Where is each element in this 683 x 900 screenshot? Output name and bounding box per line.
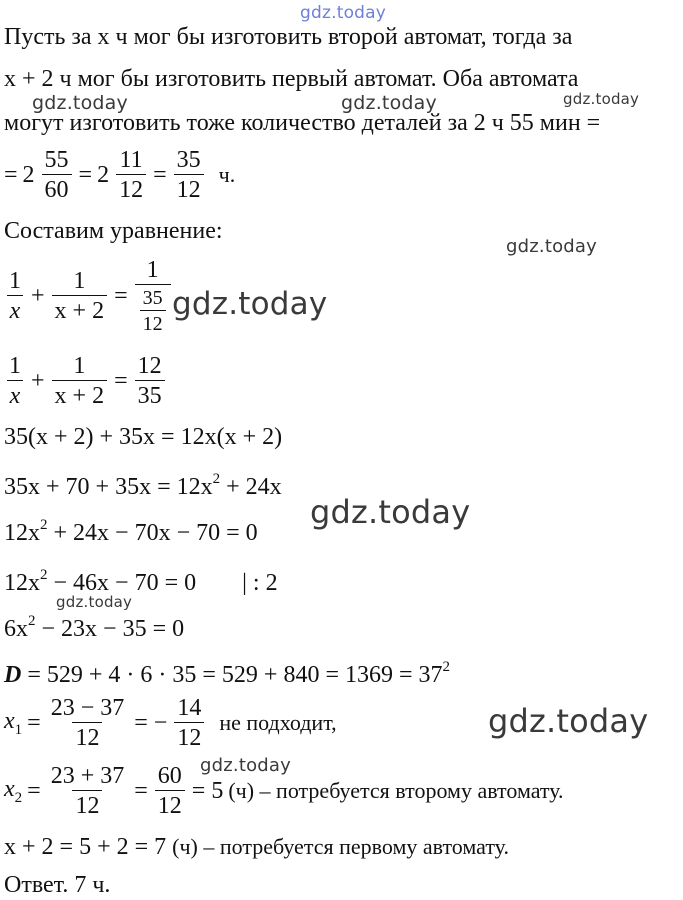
- watermark: gdz.today: [56, 593, 133, 611]
- fraction: $\frac{11}{12}$: [116, 148, 146, 202]
- watermark: gdz.today: [488, 702, 649, 740]
- watermark: gdz.today: [563, 90, 640, 108]
- root-x2: $x_2$ = $\frac{23 + 37}{12}$ = $\frac{60}{12}$ = 5 (ч) – потребуется второму автомату.: [4, 763, 564, 819]
- equation-3: 35(x + 2) + 35x = 12x(x + 2): [4, 424, 283, 450]
- fraction: $\frac{35}{12}$: [174, 148, 204, 202]
- fraction: $\frac{23 + 37}{12}$: [50, 763, 125, 819]
- fraction: $\frac{1}{x}$: [6, 354, 24, 408]
- equation-7: $6x^2 - 23x - 35 = 0$: [4, 613, 185, 642]
- watermark: gdz.today: [32, 92, 128, 114]
- watermark-top: gdz.today: [300, 3, 387, 23]
- fraction: $\frac{55}{60}$: [42, 148, 72, 202]
- fraction: $\frac{1}{x + 2}$: [52, 354, 108, 408]
- fraction: $\frac{1}{x}$: [6, 269, 24, 323]
- equation-4: $35x + 70 + 35x = 12x^2 + 24x$: [4, 471, 282, 500]
- text-line-2: x + 2 ч мог бы изготовить первый автомат. Оба автомата: [4, 66, 579, 92]
- fraction: $\frac{14}{12}$: [174, 696, 204, 750]
- discriminant: $D = 529 + 4 \cdot 6 \cdot 35 = 529 + 840 = 1369 = 37^2$: [4, 659, 451, 688]
- time-equation: = 2 $\frac{55}{60}$ = 2 $\frac{11}{12}$ = $\frac{35}{12}$ ч.: [4, 147, 236, 203]
- answer: Ответ. 7 ч.: [4, 872, 111, 898]
- compose-heading: Составим уравнение:: [4, 218, 223, 244]
- fraction: $\frac{60}{12}$: [155, 764, 185, 818]
- fraction: $\frac{23 - 37}{12}$: [50, 695, 125, 751]
- watermark: gdz.today: [200, 755, 292, 776]
- equation-6: $12x^2 - 46x - 70 = 0$ | : 2: [4, 567, 278, 596]
- equation-5: $12x^2 + 24x - 70x - 70 = 0$: [4, 517, 258, 546]
- watermark: gdz.today: [310, 493, 471, 531]
- fraction: $\frac{1}{x + 2}$: [52, 269, 108, 323]
- complex-fraction: $\frac{1}{\frac{35}{12}}$: [135, 258, 171, 334]
- fraction: $\frac{35}{12}$: [140, 288, 166, 334]
- equation-1: $\frac{1}{x}$ + $\frac{1}{x + 2}$ = $\frac{1}{\frac{35}{12}}$: [4, 258, 173, 334]
- watermark: gdz.today: [341, 92, 437, 114]
- watermark: gdz.today: [506, 236, 598, 257]
- watermark: gdz.today: [172, 286, 328, 322]
- text-line-3: могут изготовить тоже количество деталей за 2 ч 55 мин =: [4, 110, 601, 136]
- equation-2: $\frac{1}{x}$ + $\frac{1}{x + 2}$ = $\frac{12}{35}$: [4, 354, 167, 408]
- first-machine-line: x + 2 = 5 + 2 = 7 (ч) – потребуется первому автомату.: [4, 834, 509, 860]
- text-line-1: Пусть за x ч мог бы изготовить второй автомат, тогда за: [4, 24, 573, 50]
- fraction: $\frac{12}{35}$: [135, 354, 165, 408]
- root-x1: $x_1$ = $\frac{23 - 37}{12}$ = − $\frac{14}{12}$ не подходит,: [4, 695, 337, 751]
